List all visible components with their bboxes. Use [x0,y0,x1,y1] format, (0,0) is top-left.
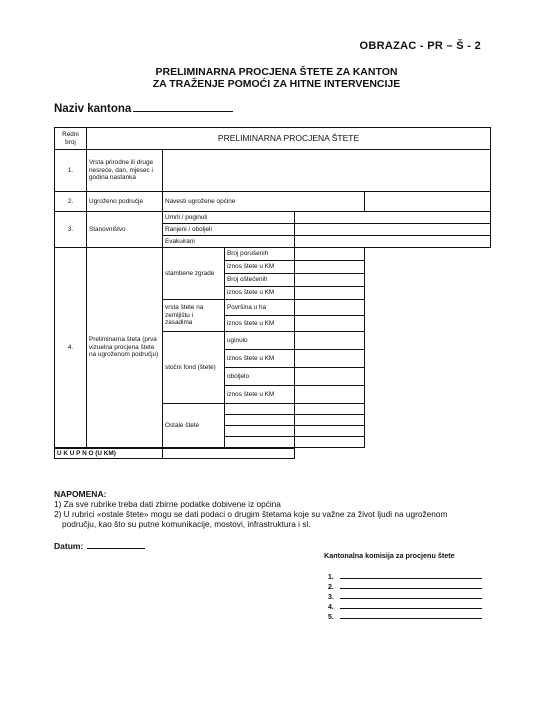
zemljiste-value-1[interactable] [295,316,365,332]
row2-no: 2. [55,192,87,212]
row3-sub-umrli: Umrli / poginuli [163,212,295,224]
row3-sub-evakuirani: Evakuirani [163,236,295,248]
member-3-no: 3. [328,594,334,601]
member-4-line[interactable] [340,602,482,609]
kanton-label: Naziv kantona [54,103,132,115]
main-header: PRELIMINARNA PROCJENA ŠTETE [87,128,491,150]
zemljiste-item-0: Površina u ha [225,300,295,316]
row3-no: 3. [55,212,87,248]
member-4-no: 4. [328,604,334,611]
stocni-label: stočni fond (štete) [163,332,225,404]
zemljiste-item-1: iznos štete u KM [225,316,295,332]
form-code: OBRAZAC - PR – Š - 2 [359,40,481,52]
kanton-field [54,101,233,115]
komisija-title: Kantonalna komisija za procjenu štete [324,551,455,560]
row3-value-ranjeni[interactable] [295,224,491,236]
notes-line1: 1) Za sve rubrike treba dati zbirne podatke dobivene iz općina [54,499,281,509]
row3-value-evakuirani[interactable] [295,236,491,248]
stocni-item-3: iznos štete u KM [225,386,295,404]
col-no-header: Redni broj [55,128,87,150]
stambene-label: stambene zgrade [163,248,225,300]
notes-heading: NAPOMENA: [54,489,107,499]
row3-label: Stanovništvo [87,212,163,248]
member-3[interactable] [328,592,482,601]
stocni-value-0[interactable] [295,332,365,350]
row1-no: 1. [55,150,87,192]
ostale-value-0[interactable] [295,404,365,415]
form-title-line1: PRELIMINARNA PROCJENA ŠTETE ZA KANTON [155,66,398,78]
stambene-value-1[interactable] [295,261,365,274]
member-2-line[interactable] [340,582,482,589]
kanton-input-line[interactable] [133,101,233,112]
member-1-line[interactable] [340,572,482,579]
stocni-item-0: uginulo [225,332,295,350]
stambene-item-0: Broj porušenih [225,248,295,261]
damage-assessment-table [54,127,491,459]
stocni-item-1: iznos štete u KM [225,350,295,368]
member-5-no: 5. [328,614,334,621]
stambene-item-3: iznos štete u KM [225,287,295,300]
stocni-value-3[interactable] [295,386,365,404]
member-3-line[interactable] [340,592,482,599]
stambene-value-2[interactable] [295,274,365,287]
ostale-item-1[interactable] [225,415,295,426]
member-4[interactable] [328,602,482,611]
zemljiste-value-0[interactable] [295,300,365,316]
stocni-value-1[interactable] [295,350,365,368]
notes-line3: području, kao što su putne komunikacije, mostovi, infrastruktura i sl. [62,519,311,529]
row3-sub-ranjeni: Ranjeni / oboljeli [163,224,295,236]
member-1-no: 1. [328,574,334,581]
stambene-value-0[interactable] [295,248,365,261]
ostale-value-1[interactable] [295,415,365,426]
row1-label: Vrsta prirodne ili druge nesreće, dan, mjesec i godina nastanka [87,150,163,192]
datum-field [54,540,145,551]
stambene-item-2: Broj oštećenih [225,274,295,287]
member-1[interactable] [328,572,482,581]
row2-label: Ugroženo područje [87,192,163,212]
ostale-item-3[interactable] [225,437,295,448]
form-title-line2: ZA TRAŽENJE POMOĆI ZA HITNE INTERVENCIJE [152,78,401,90]
stambene-item-1: iznos štete u KM [225,261,295,274]
row1-value[interactable] [163,150,491,192]
datum-label: Datum: [54,541,84,551]
total-value[interactable] [163,448,295,459]
member-5[interactable] [328,612,482,621]
member-5-line[interactable] [340,612,482,619]
member-2[interactable] [328,582,482,591]
row4-no: 4. [55,248,87,448]
ostale-label: Ostale štete [163,404,225,448]
row3-value-umrli[interactable] [295,212,491,224]
ostale-item-0[interactable] [225,404,295,415]
member-2-no: 2. [328,584,334,591]
stambene-value-3[interactable] [295,287,365,300]
ostale-item-2[interactable] [225,426,295,437]
notes-line2: 2) U rubrici «ostale štete» mogu se dati podaci o drugim štetama koje su važne za život ljudi na ugroženom [54,509,448,519]
ostale-value-2[interactable] [295,426,365,437]
row2-sub: Navesti ugrožene općine [163,192,365,212]
zemljiste-label: vrsta štete na zemljištu i zasadima [163,300,225,332]
stocni-value-2[interactable] [295,368,365,386]
stocni-item-2: obolјelo [225,368,295,386]
ostale-value-3[interactable] [295,437,365,448]
row4-label: Preliminarna šteta (prva vizuelna procjena štete na ugroženom području) [87,248,163,448]
total-label: U K U P N O (U KM) [55,448,163,459]
notes [54,489,447,529]
datum-input-line[interactable] [87,540,145,549]
row2-value[interactable] [365,192,491,212]
